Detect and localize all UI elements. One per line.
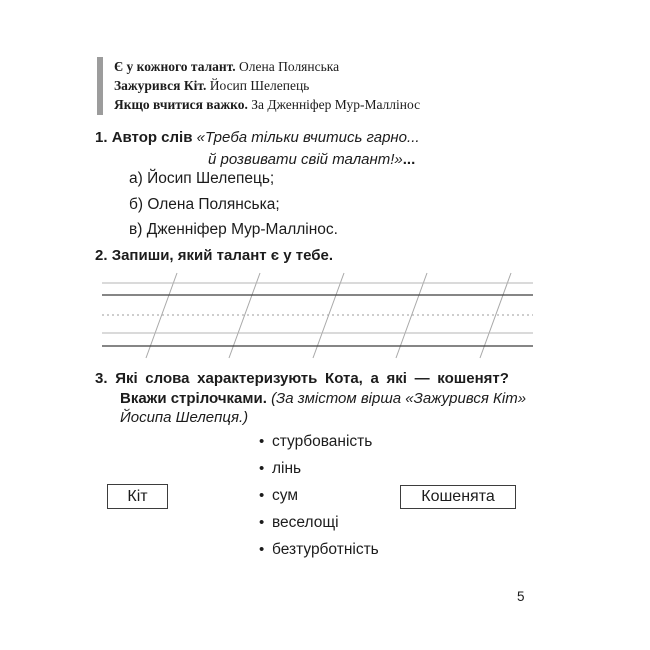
lesson-entry xyxy=(114,95,420,114)
question-1-quote-line1: «Треба тільки вчитись гарно... xyxy=(196,129,420,146)
option-v-text: Дженніфер Мур-Маллінос. xyxy=(146,221,338,238)
word-label: безтурботність xyxy=(272,541,379,558)
lesson-author: Йосип Шелепець xyxy=(209,78,310,93)
word-list xyxy=(259,433,379,568)
header-accent-bar xyxy=(97,57,103,115)
lesson-entry xyxy=(114,76,420,95)
question-3-instruction: Вкажи стрілочками. xyxy=(120,389,267,407)
word-item[interactable] xyxy=(259,433,379,460)
bullet-icon: • xyxy=(259,433,265,450)
question-1-line1 xyxy=(95,127,420,149)
lesson-entry xyxy=(114,57,420,76)
option-b-marker: б) xyxy=(129,195,144,213)
page-number: 5 xyxy=(517,589,525,604)
word-label: стурбованість xyxy=(272,433,373,450)
word-label: сум xyxy=(272,487,298,504)
option-a[interactable] xyxy=(129,166,338,192)
question-1-lead: Автор слів xyxy=(111,129,193,146)
option-v[interactable] xyxy=(129,217,338,243)
bullet-icon: • xyxy=(259,487,265,504)
question-1-quote-line2: й розвивати свій талант!» xyxy=(208,151,403,168)
question-1-suffix: ... xyxy=(402,151,416,168)
word-item[interactable] xyxy=(259,487,379,514)
question-2-prompt: Запиши, який талант є у тебе. xyxy=(111,247,333,264)
word-item[interactable] xyxy=(259,514,379,541)
lesson-title: Є у кожного талант. xyxy=(114,59,236,74)
question-3 xyxy=(95,369,550,428)
bullet-icon: • xyxy=(259,514,265,531)
match-box-kittens[interactable]: Кошенята xyxy=(400,485,516,509)
question-1 xyxy=(95,127,420,171)
bullet-icon: • xyxy=(259,541,265,558)
lesson-title: Зажурився Кіт. xyxy=(114,78,207,93)
option-a-marker: а) xyxy=(129,170,143,187)
question-3-note-line1: (За змістом вірша «Зажурився Кіт» xyxy=(271,389,527,407)
word-label: веселощі xyxy=(272,514,339,531)
question-1-options xyxy=(129,166,338,243)
lesson-list xyxy=(114,57,420,115)
question-2 xyxy=(95,247,333,264)
word-item[interactable] xyxy=(259,541,379,568)
option-b-text: Олена Полянська; xyxy=(147,195,280,213)
word-label: лінь xyxy=(272,460,302,477)
handwriting-area[interactable] xyxy=(95,268,540,363)
match-box-cat[interactable]: Кіт xyxy=(107,484,168,509)
bullet-icon: • xyxy=(259,460,265,477)
question-3-note-line2: Йосипа Шелепця.) xyxy=(120,409,249,426)
lesson-author: За Дженніфер Мур-Маллінос xyxy=(251,97,421,112)
question-1-number: 1. xyxy=(95,129,108,146)
question-2-number: 2. xyxy=(95,247,108,264)
question-3-number: 3. xyxy=(95,370,108,387)
question-3-line1 xyxy=(95,369,550,389)
lesson-title: Якщо вчитися важко. xyxy=(114,97,248,112)
lesson-author: Олена Полянська xyxy=(239,59,340,74)
question-3-prompt: Які слова характеризують Кота, а які — кошенят? xyxy=(115,370,509,387)
option-a-text: Йосип Шелепець; xyxy=(147,170,275,187)
option-v-marker: в) xyxy=(129,221,143,238)
lesson-header xyxy=(97,57,420,115)
handwriting-guide-lines xyxy=(95,268,540,363)
word-item[interactable] xyxy=(259,460,379,487)
option-b[interactable] xyxy=(129,192,338,218)
question-3-line2 xyxy=(120,389,550,409)
